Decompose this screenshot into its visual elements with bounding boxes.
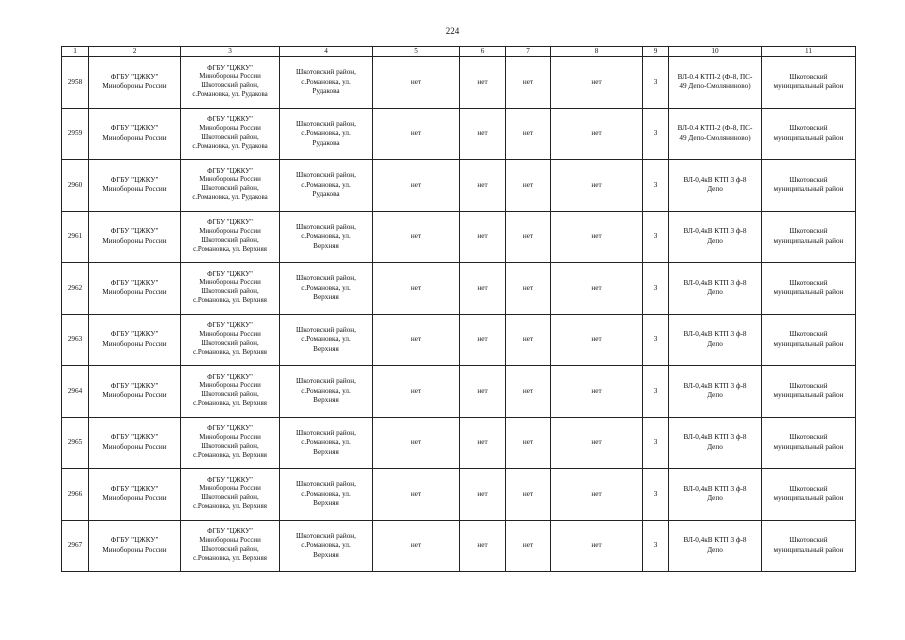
column-9-cell: 3	[643, 108, 669, 160]
district-cell: Шкотовский муниципальный район	[762, 520, 856, 572]
column-7-cell: нет	[506, 160, 551, 212]
district-cell: Шкотовский муниципальный район	[762, 57, 856, 109]
column-5-cell: нет	[373, 263, 460, 315]
consumer-name-cell: ФГБУ "ЦЖКУ" Минобороны России	[89, 469, 181, 521]
table-row	[62, 211, 856, 263]
owner-address-cell: ФГБУ "ЦЖКУ" Минобороны России Шкотовский район, с.Романовка, ул. Рудакова	[181, 57, 280, 109]
object-address-cell: Шкотовский район, с.Романовка, ул. Верхняя	[280, 263, 373, 315]
column-9-cell: 3	[643, 314, 669, 366]
table-row	[62, 469, 856, 521]
owner-address-cell: ФГБУ "ЦЖКУ" Минобороны России Шкотовский район, с.Романовка, ул. Верхняя	[181, 469, 280, 521]
object-address-cell: Шкотовский район, с.Романовка, ул. Рудакова	[280, 160, 373, 212]
column-header: 10	[669, 47, 762, 57]
column-8-cell: нет	[551, 366, 643, 418]
object-address-cell: Шкотовский район, с.Романовка, ул. Верхняя	[280, 417, 373, 469]
power-line-cell: ВЛ-0,4кВ КТП 3 ф-8 Депо	[669, 366, 762, 418]
column-7-cell: нет	[506, 211, 551, 263]
table-row	[62, 57, 856, 109]
column-6-cell: нет	[460, 108, 506, 160]
column-8-cell: нет	[551, 417, 643, 469]
column-9-cell: 3	[643, 417, 669, 469]
owner-address-cell: ФГБУ "ЦЖКУ" Минобороны России Шкотовский район, с.Романовка, ул. Верхняя	[181, 417, 280, 469]
table-row	[62, 520, 856, 572]
row-number-cell: 2961	[62, 211, 89, 263]
column-9-cell: 3	[643, 263, 669, 315]
row-number-cell: 2960	[62, 160, 89, 212]
owner-address-cell: ФГБУ "ЦЖКУ" Минобороны России Шкотовский район, с.Романовка, ул. Рудакова	[181, 160, 280, 212]
column-7-cell: нет	[506, 263, 551, 315]
object-address-cell: Шкотовский район, с.Романовка, ул. Рудакова	[280, 57, 373, 109]
row-number-cell: 2965	[62, 417, 89, 469]
table-body	[62, 57, 856, 572]
power-line-cell: ВЛ-0,4кВ КТП 3 ф-8 Депо	[669, 160, 762, 212]
column-9-cell: 3	[643, 160, 669, 212]
consumer-name-cell: ФГБУ "ЦЖКУ" Минобороны России	[89, 366, 181, 418]
column-7-cell: нет	[506, 57, 551, 109]
column-header: 8	[551, 47, 643, 57]
column-9-cell: 3	[643, 57, 669, 109]
row-number-cell: 2967	[62, 520, 89, 572]
object-address-cell: Шкотовский район, с.Романовка, ул. Верхняя	[280, 469, 373, 521]
district-cell: Шкотовский муниципальный район	[762, 211, 856, 263]
column-6-cell: нет	[460, 57, 506, 109]
object-address-cell: Шкотовский район, с.Романовка, ул. Верхняя	[280, 211, 373, 263]
row-number-cell: 2964	[62, 366, 89, 418]
power-line-cell: ВЛ-0,4кВ КТП 3 ф-8 Депо	[669, 211, 762, 263]
consumer-name-cell: ФГБУ "ЦЖКУ" Минобороны России	[89, 211, 181, 263]
district-cell: Шкотовский муниципальный район	[762, 263, 856, 315]
row-number-cell: 2962	[62, 263, 89, 315]
column-header: 2	[89, 47, 181, 57]
column-header: 5	[373, 47, 460, 57]
consumer-name-cell: ФГБУ "ЦЖКУ" Минобороны России	[89, 160, 181, 212]
row-number-cell: 2958	[62, 57, 89, 109]
column-5-cell: нет	[373, 211, 460, 263]
column-8-cell: нет	[551, 108, 643, 160]
owner-address-cell: ФГБУ "ЦЖКУ" Минобороны России Шкотовский район, с.Романовка, ул. Верхняя	[181, 314, 280, 366]
column-5-cell: нет	[373, 469, 460, 521]
district-cell: Шкотовский муниципальный район	[762, 469, 856, 521]
object-address-cell: Шкотовский район, с.Романовка, ул. Верхняя	[280, 366, 373, 418]
district-cell: Шкотовский муниципальный район	[762, 366, 856, 418]
column-header: 11	[762, 47, 856, 57]
column-6-cell: нет	[460, 314, 506, 366]
column-6-cell: нет	[460, 211, 506, 263]
power-line-cell: ВЛ-0,4кВ КТП 3 ф-8 Депо	[669, 469, 762, 521]
consumer-name-cell: ФГБУ "ЦЖКУ" Минобороны России	[89, 57, 181, 109]
owner-address-cell: ФГБУ "ЦЖКУ" Минобороны России Шкотовский район, с.Романовка, ул. Верхняя	[181, 211, 280, 263]
column-9-cell: 3	[643, 520, 669, 572]
column-8-cell: нет	[551, 520, 643, 572]
table-row	[62, 314, 856, 366]
table-row	[62, 417, 856, 469]
object-address-cell: Шкотовский район, с.Романовка, ул. Верхняя	[280, 520, 373, 572]
column-6-cell: нет	[460, 366, 506, 418]
column-6-cell: нет	[460, 520, 506, 572]
column-7-cell: нет	[506, 108, 551, 160]
table-row	[62, 366, 856, 418]
column-6-cell: нет	[460, 469, 506, 521]
owner-address-cell: ФГБУ "ЦЖКУ" Минобороны России Шкотовский район, с.Романовка, ул. Верхняя	[181, 520, 280, 572]
column-7-cell: нет	[506, 520, 551, 572]
consumer-name-cell: ФГБУ "ЦЖКУ" Минобороны России	[89, 520, 181, 572]
column-5-cell: нет	[373, 57, 460, 109]
power-line-cell: ВЛ-0,4кВ КТП 3 ф-8 Депо	[669, 263, 762, 315]
column-7-cell: нет	[506, 469, 551, 521]
column-header: 1	[62, 47, 89, 57]
power-line-cell: ВЛ-0.4 КТП-2 (Ф-8, ПС- 49 Депо-Смоляниново)	[669, 57, 762, 109]
row-number-cell: 2963	[62, 314, 89, 366]
column-8-cell: нет	[551, 57, 643, 109]
column-8-cell: нет	[551, 263, 643, 315]
column-8-cell: нет	[551, 211, 643, 263]
column-6-cell: нет	[460, 417, 506, 469]
row-number-cell: 2966	[62, 469, 89, 521]
consumer-name-cell: ФГБУ "ЦЖКУ" Минобороны России	[89, 263, 181, 315]
power-line-cell: ВЛ-0,4кВ КТП 3 ф-8 Депо	[669, 314, 762, 366]
object-address-cell: Шкотовский район, с.Романовка, ул. Верхняя	[280, 314, 373, 366]
owner-address-cell: ФГБУ "ЦЖКУ" Минобороны России Шкотовский район, с.Романовка, ул. Верхняя	[181, 263, 280, 315]
table-row	[62, 160, 856, 212]
registry-table	[61, 46, 856, 572]
column-5-cell: нет	[373, 366, 460, 418]
column-8-cell: нет	[551, 469, 643, 521]
district-cell: Шкотовский муниципальный район	[762, 160, 856, 212]
consumer-name-cell: ФГБУ "ЦЖКУ" Минобороны России	[89, 108, 181, 160]
owner-address-cell: ФГБУ "ЦЖКУ" Минобороны России Шкотовский район, с.Романовка, ул. Верхняя	[181, 366, 280, 418]
column-8-cell: нет	[551, 314, 643, 366]
column-9-cell: 3	[643, 211, 669, 263]
table-header	[62, 47, 856, 57]
header-row	[62, 47, 856, 57]
power-line-cell: ВЛ-0,4кВ КТП 3 ф-8 Депо	[669, 417, 762, 469]
column-5-cell: нет	[373, 520, 460, 572]
column-6-cell: нет	[460, 160, 506, 212]
power-line-cell: ВЛ-0,4кВ КТП 3 ф-8 Депо	[669, 520, 762, 572]
page-number: 224	[445, 26, 460, 36]
column-header: 6	[460, 47, 506, 57]
district-cell: Шкотовский муниципальный район	[762, 417, 856, 469]
consumer-name-cell: ФГБУ "ЦЖКУ" Минобороны России	[89, 417, 181, 469]
row-number-cell: 2959	[62, 108, 89, 160]
column-header: 7	[506, 47, 551, 57]
column-5-cell: нет	[373, 417, 460, 469]
column-5-cell: нет	[373, 314, 460, 366]
column-6-cell: нет	[460, 263, 506, 315]
column-header: 9	[643, 47, 669, 57]
owner-address-cell: ФГБУ "ЦЖКУ" Минобороны России Шкотовский район, с.Романовка, ул. Рудакова	[181, 108, 280, 160]
power-line-cell: ВЛ-0.4 КТП-2 (Ф-8, ПС- 49 Депо-Смоляниново)	[669, 108, 762, 160]
district-cell: Шкотовский муниципальный район	[762, 314, 856, 366]
column-9-cell: 3	[643, 469, 669, 521]
column-9-cell: 3	[643, 366, 669, 418]
column-5-cell: нет	[373, 160, 460, 212]
column-7-cell: нет	[506, 417, 551, 469]
column-header: 3	[181, 47, 280, 57]
district-cell: Шкотовский муниципальный район	[762, 108, 856, 160]
table-row	[62, 108, 856, 160]
consumer-name-cell: ФГБУ "ЦЖКУ" Минобороны России	[89, 314, 181, 366]
table-row	[62, 263, 856, 315]
column-7-cell: нет	[506, 314, 551, 366]
column-7-cell: нет	[506, 366, 551, 418]
object-address-cell: Шкотовский район, с.Романовка, ул. Рудакова	[280, 108, 373, 160]
column-header: 4	[280, 47, 373, 57]
column-8-cell: нет	[551, 160, 643, 212]
column-5-cell: нет	[373, 108, 460, 160]
